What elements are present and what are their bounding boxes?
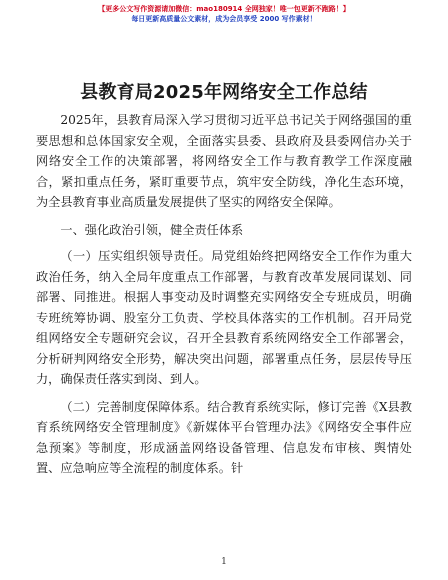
document-title: 县教育局2025年网络安全工作总结 bbox=[80, 82, 368, 103]
promo-banner bbox=[0, 4, 448, 24]
item-paragraph-1: （一）压实组织领导责任。局党组始终把网络安全工作作为重大政治任务，纳入全局年度重点工作部署，与教育改革发展同谋划、同部署、同推进。根据人事变动及时调整充实网络安全专班成员，明确专班统筹协调、股室分工负责、学校具体落实的工作机制。召开局党组网络安全专题研究会议，召开全县教育系统网络安全工作部署会，分析研判网络安全形势，解决突出问题，部署重点任务，层层传导压力，确保责任落实到岗、到人。 bbox=[36, 249, 412, 386]
document-body bbox=[36, 110, 412, 486]
promo-banner-line1: 【更多公文写作资源请加微信：mao180914 全网独家！唯一包更新不跑路！】 bbox=[98, 5, 350, 13]
intro-paragraph: 2025年，县教育局深入学习贯彻习近平总书记关于网络强国的重要思想和总体国家安全观，全面落实县委、县政府及县委网信办关于网络安全工作的决策部署，将网络安全工作与教育教学工作深度融合，紧扣重点任务，紧盯重要节点，筑牢安全防线，净化生态环境，为全县教育事业高质量发展提供了坚实的网络安全保障。 bbox=[36, 113, 412, 209]
promo-banner-line2: 每日更新高质量公文素材，成为会员享受 2000 写作素材！ bbox=[131, 15, 317, 23]
page-number: 1 bbox=[221, 557, 227, 567]
section-heading-1: 一、强化政治引领，健全责任体系 bbox=[60, 222, 244, 237]
item-paragraph-2: （二）完善制度保障体系。结合教育系统实际，修订完善《X县教育系统网络安全管理制度》《新媒体平台管理办法》《网络安全事件应急预案》等制度，形成涵盖网络设备管理、信息发布审核、舆情处置、应急响应等全流程的制度体系。针 bbox=[36, 399, 412, 475]
